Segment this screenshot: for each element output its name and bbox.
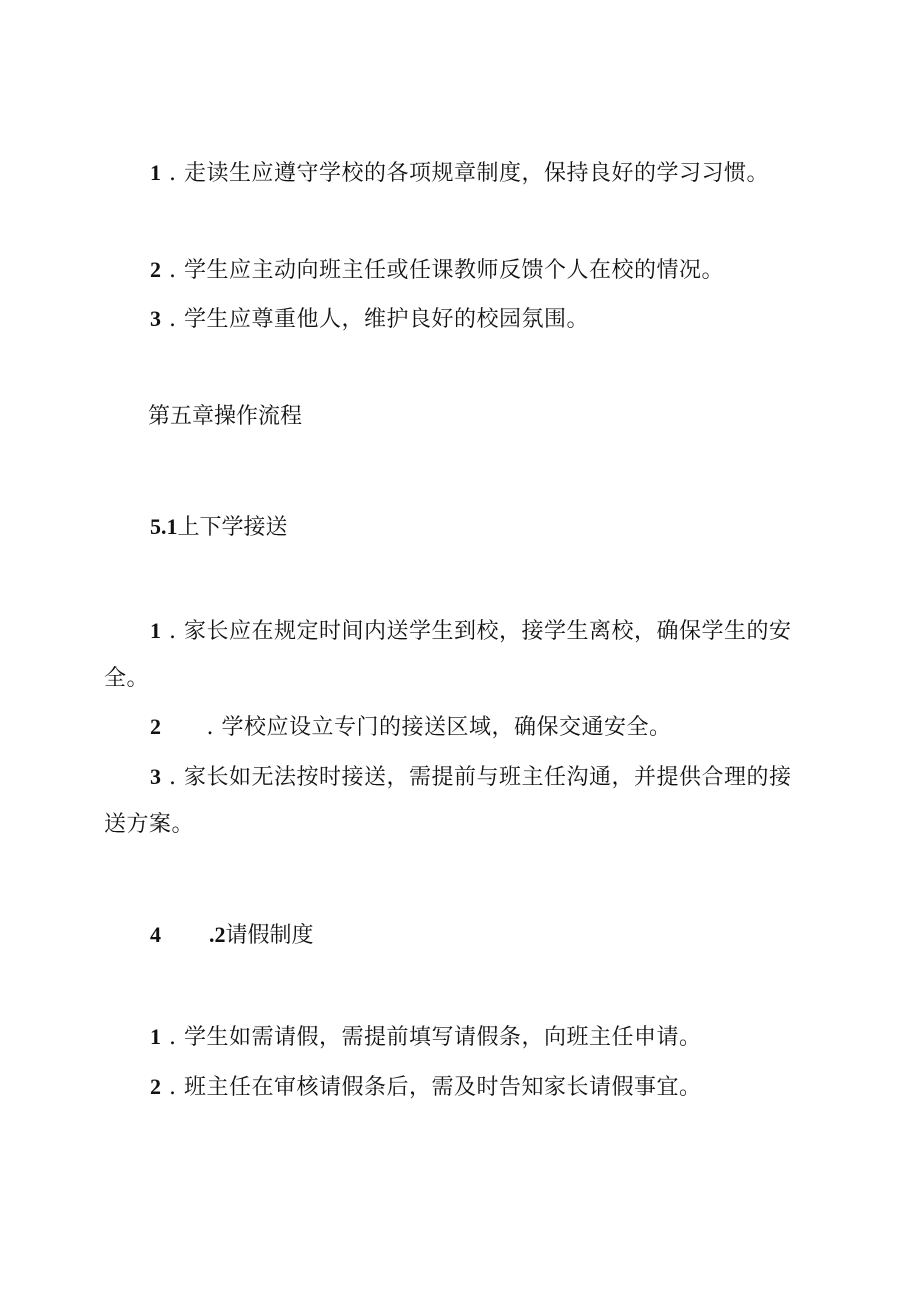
list-item-a1 <box>150 158 769 189</box>
list-separator: . <box>161 619 184 644</box>
list-separator: . <box>161 765 184 790</box>
list-number: 1 <box>150 160 162 185</box>
list-item-a3 <box>150 304 589 335</box>
list-number: 3 <box>150 306 162 331</box>
list-separator: . <box>161 161 184 186</box>
list-item-b2 <box>150 712 671 743</box>
list-item-c1 <box>150 1022 702 1053</box>
list-number: 2 <box>150 1074 162 1099</box>
list-separator: . <box>161 258 184 283</box>
chapter-title: 第五章操作流程 <box>148 404 303 429</box>
list-item-a2 <box>150 255 724 286</box>
list-item-b1-continuation: 全。 <box>104 666 150 691</box>
list-text: 学校应设立专门的接送区域，确保交通安全。 <box>221 715 672 740</box>
list-number: 2 <box>150 257 162 282</box>
list-item-c2 <box>150 1072 702 1103</box>
list-number: 1 <box>150 618 162 643</box>
list-text: 学生应主动向班主任或任课教师反馈个人在校的情况。 <box>183 258 724 283</box>
section-number: 5.1 <box>150 514 178 539</box>
list-text: 家长如无法按时接送，需提前与班主任沟通，并提供合理的接 <box>183 765 792 790</box>
list-text: 学生如需请假，需提前填写请假条，向班主任申请。 <box>183 1025 702 1050</box>
list-text: 走读生应遵守学校的各项规章制度，保持良好的学习习惯。 <box>183 161 769 186</box>
section-heading-5-2 <box>150 920 314 951</box>
section-title: 请假制度 <box>225 923 314 948</box>
list-separator: . <box>161 1025 184 1050</box>
section-number-b: .2 <box>209 922 226 947</box>
list-item-b1 <box>150 616 792 647</box>
list-separator: . <box>161 715 222 740</box>
list-text: 班主任在审核请假条后，需及时告知家长请假事宜。 <box>183 1075 702 1100</box>
list-item-b3-continuation: 送方案。 <box>104 812 195 837</box>
section-heading-5-1 <box>150 512 288 543</box>
list-item-b3 <box>150 762 792 793</box>
list-number: 2 <box>150 714 162 739</box>
section-title: 上下学接送 <box>177 515 288 540</box>
list-number: 3 <box>150 764 162 789</box>
list-separator: . <box>161 307 184 332</box>
list-text: 学生应尊重他人，维护良好的校园氛围。 <box>183 307 589 332</box>
list-separator: . <box>161 1075 184 1100</box>
list-number: 1 <box>150 1024 162 1049</box>
list-text: 家长应在规定时间内送学生到校，接学生离校，确保学生的安 <box>183 619 792 644</box>
section-number-a: 4 <box>150 922 161 947</box>
